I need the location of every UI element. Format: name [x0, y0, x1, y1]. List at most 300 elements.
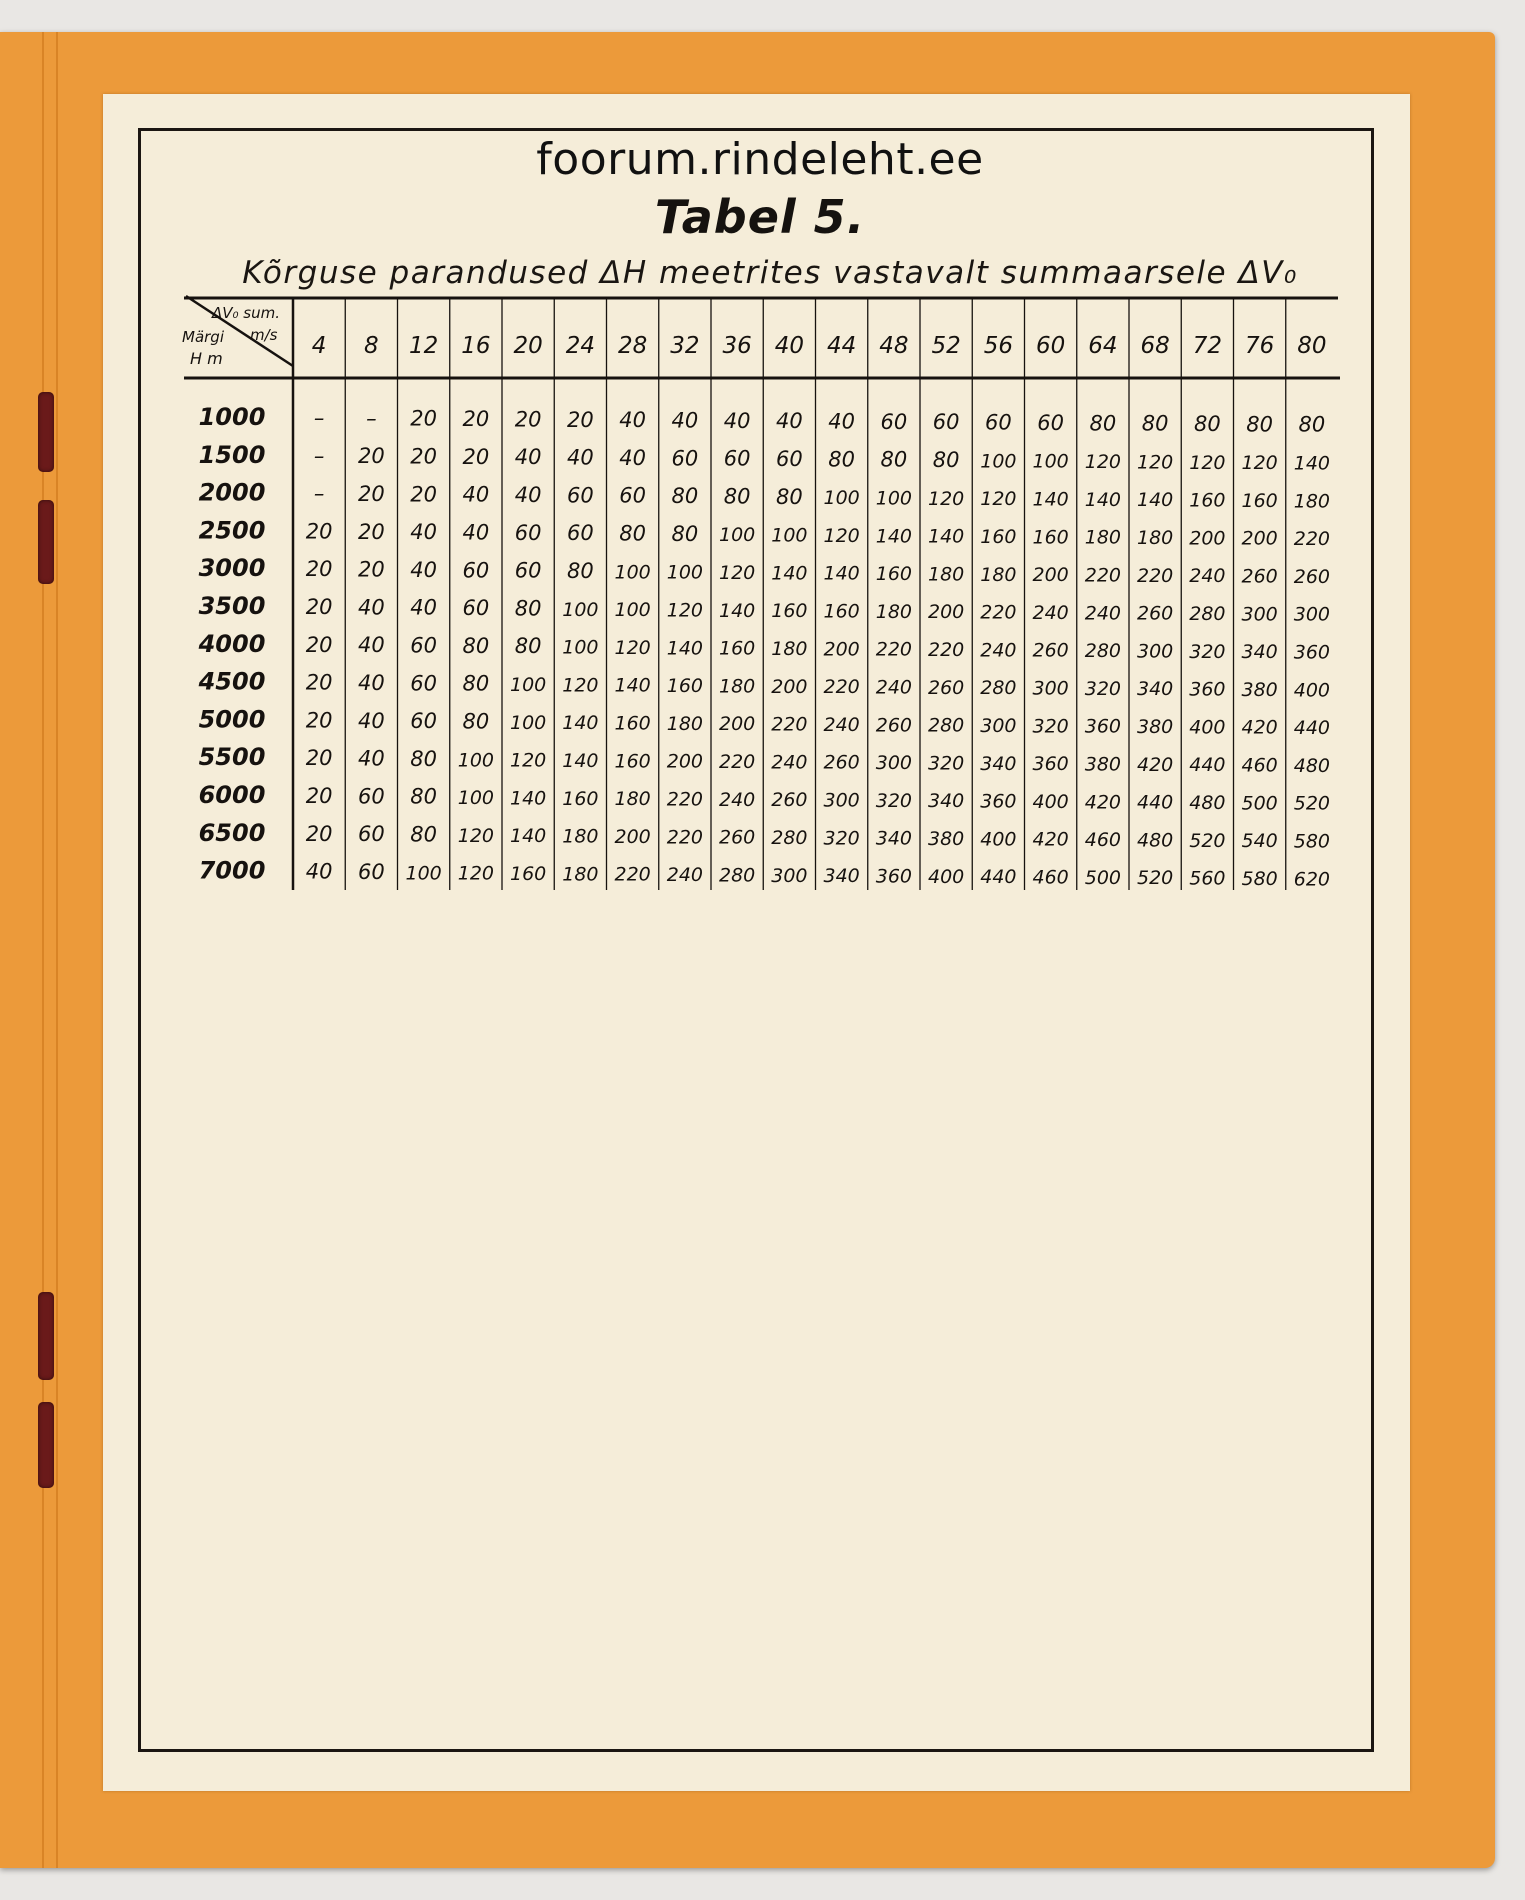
table-cell: 260 — [875, 714, 913, 737]
table-cell: 400 — [1032, 790, 1069, 813]
table-cell: 180 — [980, 563, 1017, 586]
table-cell: 80 — [462, 671, 490, 696]
table-cell: 120 — [1241, 452, 1278, 475]
table-cell: 40 — [358, 670, 385, 695]
table-cell: 220 — [927, 639, 965, 661]
table-cell: 160 — [980, 525, 1017, 548]
table-cell: 40 — [619, 408, 646, 433]
table-cell: 480 — [1293, 754, 1331, 777]
table-cell: 320 — [1084, 677, 1122, 700]
table-cell: 320 — [927, 752, 965, 775]
table-cell: 420 — [1084, 791, 1122, 814]
table-cell: 60 — [514, 558, 542, 583]
table-cell: 480 — [1189, 791, 1226, 814]
table-cell: 280 — [927, 714, 965, 737]
table-cell: 80 — [880, 447, 908, 472]
corner-label-left: Märgi — [182, 328, 224, 346]
column-header: 8 — [364, 333, 379, 359]
table-cell: 40 — [358, 708, 385, 733]
table-cell: 180 — [1136, 527, 1174, 549]
table-cell: 40 — [776, 409, 803, 434]
column-header: 44 — [826, 333, 857, 359]
table-cell: 20 — [305, 670, 333, 695]
corner-header-cell — [182, 296, 293, 368]
table-cell: 200 — [614, 825, 651, 848]
row-label: 1000 — [198, 403, 266, 431]
table-cell: 40 — [514, 445, 542, 470]
table-cell: 40 — [619, 445, 646, 470]
table-cell: 60 — [358, 784, 385, 809]
table-cell: 180 — [927, 563, 965, 586]
table-cell: 20 — [305, 708, 333, 733]
table-cell: 60 — [985, 410, 1012, 435]
table-cell: 220 — [771, 713, 808, 736]
table-cell: 120 — [457, 824, 495, 847]
table-cell: 80 — [514, 596, 542, 621]
column-header: 68 — [1140, 333, 1170, 359]
table-cell: 100 — [562, 598, 599, 621]
table-cell: 300 — [980, 714, 1017, 737]
column-header: 52 — [931, 333, 961, 359]
table-cell: 80 — [410, 784, 437, 809]
table-cell: 60 — [619, 483, 646, 508]
table-cell: 420 — [1136, 753, 1174, 776]
table-cell: 300 — [875, 752, 913, 775]
table-cell: 140 — [509, 787, 547, 810]
table-cell: – — [313, 443, 325, 468]
table-cell: 80 — [1246, 412, 1273, 437]
table-cell: 240 — [1189, 565, 1226, 588]
table-cell: 60 — [880, 409, 908, 434]
table-cell: – — [366, 406, 377, 431]
row-label: 2500 — [198, 516, 266, 545]
table-cell: 80 — [1298, 412, 1326, 437]
table-cell: 80 — [1089, 411, 1117, 436]
table-cell: 160 — [1032, 526, 1069, 549]
table-cell: 20 — [514, 407, 542, 432]
table-cell: 80 — [514, 634, 542, 659]
table-cell: 440 — [1136, 791, 1174, 814]
column-header: 16 — [461, 333, 491, 359]
table-cell: 160 — [666, 675, 704, 698]
column-header: 48 — [879, 333, 909, 359]
table-cell: 40 — [671, 408, 699, 433]
table-cell: 220 — [718, 751, 756, 773]
table-cell: 160 — [823, 600, 860, 623]
table-cell: 380 — [1084, 753, 1122, 776]
table-cell: 160 — [614, 712, 651, 735]
table-cell: 260 — [718, 826, 756, 849]
table-cell: 100 — [405, 862, 442, 885]
table-cell: 140 — [875, 525, 913, 548]
table-cell: 20 — [305, 746, 333, 771]
table-cell: 80 — [828, 447, 855, 472]
table-cell: 80 — [567, 558, 594, 583]
table-cell: 340 — [1136, 678, 1174, 701]
watermark-url: foorum.rindeleht.ee — [536, 134, 984, 185]
table-cell: 520 — [1189, 829, 1226, 852]
corner-label-top: ΔV₀ sum. — [212, 304, 281, 322]
table-cell: 340 — [1241, 641, 1278, 664]
table-cell: 120 — [1189, 451, 1226, 474]
table-cell: 180 — [1084, 526, 1122, 549]
table-cell: 140 — [562, 712, 599, 735]
row-label: 5000 — [198, 705, 266, 734]
table-cell: 280 — [1084, 640, 1122, 663]
table-cell: 180 — [614, 788, 651, 811]
table-cell: 180 — [1293, 490, 1331, 513]
table-cell: 400 — [980, 828, 1017, 851]
table-cell: 240 — [1032, 601, 1069, 624]
table-cell: 100 — [509, 711, 547, 734]
row-label: 2000 — [198, 478, 266, 507]
table-cell: 20 — [358, 481, 385, 506]
table-cell: 160 — [875, 563, 913, 586]
column-header: 56 — [983, 333, 1014, 359]
table-cell: 80 — [462, 633, 490, 658]
table-cell: 20 — [358, 444, 385, 469]
table-cell: 360 — [1293, 641, 1331, 664]
table-cell: 280 — [771, 826, 808, 849]
table-cell: 100 — [980, 450, 1017, 473]
table-cell: 200 — [666, 750, 704, 773]
table-cell: 240 — [875, 676, 913, 699]
table-cell: 60 — [567, 521, 594, 546]
column-header: 24 — [565, 333, 596, 359]
table-cell: 360 — [1032, 753, 1069, 776]
row-label: 4000 — [198, 629, 266, 658]
table-cell: 500 — [1084, 866, 1122, 889]
table-cell: 120 — [666, 599, 704, 622]
table-cell: 160 — [771, 600, 808, 623]
table-cell: 520 — [1136, 867, 1174, 890]
table-cell: 360 — [875, 865, 913, 888]
table-cell: 300 — [823, 789, 860, 812]
table-cell: 20 — [462, 444, 490, 469]
table-cell: 100 — [562, 636, 599, 659]
table-cell: 20 — [305, 632, 333, 657]
table-cell: 180 — [718, 675, 756, 698]
table-cell: 100 — [875, 487, 913, 510]
table-cell: 100 — [718, 524, 756, 547]
corner-label-bottom: H m — [190, 349, 223, 368]
table-cell: 260 — [1136, 602, 1174, 625]
table-cell: 340 — [875, 827, 913, 850]
table-cell: 340 — [927, 790, 965, 813]
table-cell: 420 — [1241, 716, 1278, 739]
table-cell: 180 — [666, 712, 704, 735]
table-cell: 80 — [1141, 411, 1169, 436]
table-cell: 80 — [462, 709, 490, 734]
table-cell: 60 — [514, 520, 542, 545]
table-cell: 40 — [358, 633, 385, 658]
table-cell: 200 — [1032, 564, 1069, 587]
table-cell: 140 — [666, 637, 704, 660]
table-cell: 120 — [1084, 451, 1122, 474]
table-cell: 180 — [875, 600, 913, 623]
table-cell: 100 — [823, 487, 860, 510]
table-cell: 80 — [776, 484, 803, 509]
table-cell: 80 — [723, 484, 751, 509]
table-cell: 40 — [410, 557, 437, 582]
column-header: 60 — [1035, 333, 1066, 359]
table-cell: 140 — [927, 525, 965, 548]
table-cell: 120 — [562, 674, 599, 697]
table-cell: 40 — [462, 520, 490, 545]
table-cell: 160 — [509, 863, 547, 885]
table-cell: 300 — [1032, 677, 1069, 700]
row-label: 3000 — [198, 554, 266, 583]
table-cell: 340 — [823, 865, 860, 888]
table-cell: 180 — [562, 863, 599, 886]
table-cell: 160 — [1241, 489, 1278, 512]
table-cell: 320 — [823, 827, 860, 850]
column-header: 76 — [1244, 333, 1275, 359]
table-cell: 160 — [718, 637, 756, 660]
column-header: 28 — [617, 333, 648, 359]
table-cell: 200 — [771, 675, 808, 698]
table-cell: 120 — [927, 487, 965, 510]
column-header: 4 — [311, 333, 327, 359]
table-cell: 160 — [1189, 489, 1226, 512]
table-cell: 200 — [718, 713, 756, 736]
row-label: 7000 — [198, 856, 266, 885]
table-cell: 40 — [567, 445, 594, 470]
table-cell: 140 — [562, 749, 599, 772]
table-cell: 180 — [562, 825, 599, 848]
table-cell: 60 — [462, 558, 490, 583]
table-cell: 120 — [614, 636, 651, 659]
table-cell: 20 — [358, 519, 385, 544]
table-cell: 280 — [1189, 602, 1226, 625]
table-cell: 240 — [666, 864, 704, 887]
table-cell: 320 — [1189, 640, 1226, 663]
table-cell: 20 — [567, 407, 594, 432]
table-cell: 80 — [932, 448, 960, 472]
table-cell: 120 — [509, 749, 547, 772]
row-label: 3500 — [198, 592, 266, 620]
table-cell: 260 — [1241, 565, 1278, 588]
table-cell: 20 — [462, 407, 490, 432]
table-cell: 80 — [671, 521, 699, 546]
table-cell: 60 — [932, 410, 960, 435]
row-label: 6000 — [198, 781, 266, 809]
table-cell: 240 — [771, 751, 808, 774]
column-header: 80 — [1297, 333, 1327, 359]
table-cell: 200 — [927, 601, 965, 624]
table-cell: 260 — [927, 676, 965, 699]
table-cell: 20 — [305, 784, 333, 808]
table-cell: 460 — [1084, 829, 1122, 852]
table-cell: 500 — [1241, 792, 1278, 815]
table-cell: 260 — [1032, 639, 1069, 662]
table-cell: 100 — [457, 787, 495, 810]
table-cell: 140 — [1032, 488, 1069, 511]
table-cell: 100 — [457, 749, 495, 772]
table-cell: 60 — [410, 633, 437, 658]
table-cell: 120 — [718, 562, 756, 584]
table-cell: 100 — [666, 561, 704, 584]
table-cell: 40 — [410, 595, 437, 620]
table-cell: 220 — [1293, 528, 1331, 551]
table-cell: 140 — [771, 562, 808, 585]
table-cell: 40 — [358, 595, 385, 620]
table-cell: 140 — [1136, 489, 1174, 512]
table-cell: 220 — [666, 826, 704, 849]
table-cell: 140 — [1293, 452, 1331, 475]
table-cell: 200 — [1241, 527, 1278, 550]
table-cell: 20 — [410, 482, 437, 507]
table-cell: 120 — [457, 862, 495, 885]
table-cell: 260 — [771, 789, 808, 812]
table-cell: 80 — [619, 521, 646, 546]
corner-label-unit: m/s — [250, 326, 278, 344]
table-cell: 20 — [305, 821, 333, 846]
table-cell: 400 — [927, 865, 965, 888]
table-cell: 40 — [358, 746, 385, 771]
table-cell: 220 — [980, 601, 1017, 624]
table-cell: 120 — [823, 524, 860, 547]
table-cell: 400 — [1293, 679, 1331, 702]
table-cell: 100 — [614, 599, 651, 622]
table-cell: 60 — [462, 596, 490, 621]
table-cell: 40 — [410, 520, 437, 545]
table-cell: 260 — [823, 751, 860, 774]
table-cell: 320 — [1032, 715, 1069, 738]
table-cell: 40 — [723, 408, 751, 433]
table-cell: 40 — [305, 859, 333, 884]
table-cell: 380 — [1241, 678, 1278, 701]
table-cell: 380 — [1136, 716, 1174, 738]
table-cell: 220 — [875, 638, 913, 661]
table-cell: 220 — [1136, 564, 1174, 587]
table-cell: 60 — [567, 483, 594, 508]
row-label: 6500 — [198, 818, 266, 847]
table-cell: 580 — [1241, 867, 1278, 890]
table-cell: 160 — [614, 750, 651, 773]
table-cell: – — [313, 406, 325, 430]
table-cell: 100 — [614, 561, 651, 584]
column-header: 64 — [1088, 333, 1118, 359]
table-cell: 120 — [980, 488, 1017, 511]
table-cell: 300 — [1136, 640, 1174, 663]
table-cell: 20 — [305, 557, 333, 582]
table-cell: 60 — [671, 446, 699, 471]
table-cell: 620 — [1293, 868, 1331, 891]
table-cell: 60 — [1037, 410, 1064, 435]
table-cell: 40 — [462, 482, 490, 507]
table-cell: 400 — [1189, 716, 1226, 739]
table-cell: 460 — [1241, 754, 1278, 777]
table-cell: 140 — [823, 562, 860, 585]
table-cell: 300 — [771, 864, 808, 887]
table-cell: 60 — [358, 822, 385, 847]
table-subtitle: Kõrguse parandused ΔH meetrites vastavalt summaarsele ΔV₀ — [242, 255, 1298, 291]
table-cell: 260 — [1293, 565, 1331, 588]
table-cell: 340 — [980, 752, 1017, 775]
table-cell: 140 — [614, 674, 651, 697]
table-cell: 280 — [980, 677, 1017, 700]
table-cell: 200 — [823, 638, 860, 661]
table-cell: 220 — [823, 676, 860, 699]
table-cell: 60 — [410, 709, 437, 734]
table-cell: 60 — [723, 446, 751, 471]
column-header: 72 — [1192, 333, 1223, 359]
table-cell: 100 — [509, 674, 547, 696]
table-cell: 180 — [771, 637, 808, 660]
table-cell: 360 — [1189, 678, 1226, 701]
table-cell: 20 — [410, 444, 437, 469]
column-header: 32 — [670, 333, 700, 359]
table-cell: 520 — [1293, 792, 1331, 815]
table-cell: 300 — [1293, 603, 1331, 626]
table-cell: 440 — [1293, 717, 1331, 740]
table-cell: 40 — [828, 409, 855, 434]
table-cell: 100 — [771, 524, 808, 547]
table-cell: 160 — [562, 787, 599, 810]
row-label: 5500 — [198, 743, 266, 772]
table-cell: 540 — [1241, 830, 1278, 853]
table-cell: 80 — [410, 822, 437, 847]
table-cell: 220 — [1084, 564, 1122, 587]
table-cell: 60 — [358, 859, 385, 884]
table-cell: 220 — [666, 788, 704, 811]
column-header: 20 — [513, 333, 543, 359]
table-cell: 20 — [410, 406, 437, 431]
table-cell: 380 — [927, 828, 965, 850]
column-header: 40 — [774, 333, 805, 359]
table-cell: 140 — [509, 825, 547, 848]
table-cell: 300 — [1241, 603, 1278, 626]
table-cell: 80 — [671, 484, 699, 509]
table-title: Tabel 5. — [654, 190, 866, 244]
table-cell: 220 — [614, 863, 651, 886]
table-cell: 320 — [875, 789, 913, 812]
table-cell: 20 — [305, 595, 333, 619]
table-cell: 60 — [776, 446, 803, 471]
row-label: 4500 — [198, 667, 266, 696]
row-label: 1500 — [198, 440, 266, 469]
table-cell: 240 — [823, 713, 860, 736]
column-header: 36 — [722, 333, 752, 359]
table-cell: 580 — [1293, 830, 1331, 853]
table-cell: 560 — [1189, 867, 1226, 890]
table-cell: 140 — [1084, 488, 1122, 511]
table-cell: 200 — [1189, 527, 1226, 550]
table-cell: 100 — [1032, 450, 1069, 473]
table-cell: 460 — [1032, 866, 1069, 889]
table-cell: 440 — [980, 866, 1017, 889]
table-cell: 280 — [718, 864, 756, 887]
table-cell: 120 — [1136, 451, 1174, 474]
table-cell: 240 — [980, 639, 1017, 662]
column-header: 12 — [408, 333, 439, 359]
table-cell: 420 — [1032, 828, 1069, 851]
table-cell: 360 — [980, 790, 1017, 813]
table-cell: 80 — [1194, 411, 1221, 436]
table-cell: 360 — [1084, 715, 1122, 738]
table-cell: 40 — [514, 483, 542, 507]
table-cell: 240 — [718, 788, 756, 811]
table-cell: 480 — [1136, 829, 1174, 852]
table-cell: – — [313, 481, 325, 506]
table-cell: 440 — [1189, 754, 1226, 777]
table-cell: 20 — [358, 557, 385, 582]
table-cell: 140 — [718, 599, 756, 622]
table-cell: 240 — [1084, 602, 1122, 625]
table-cell: 80 — [410, 746, 437, 771]
table-cell: 20 — [305, 519, 333, 544]
